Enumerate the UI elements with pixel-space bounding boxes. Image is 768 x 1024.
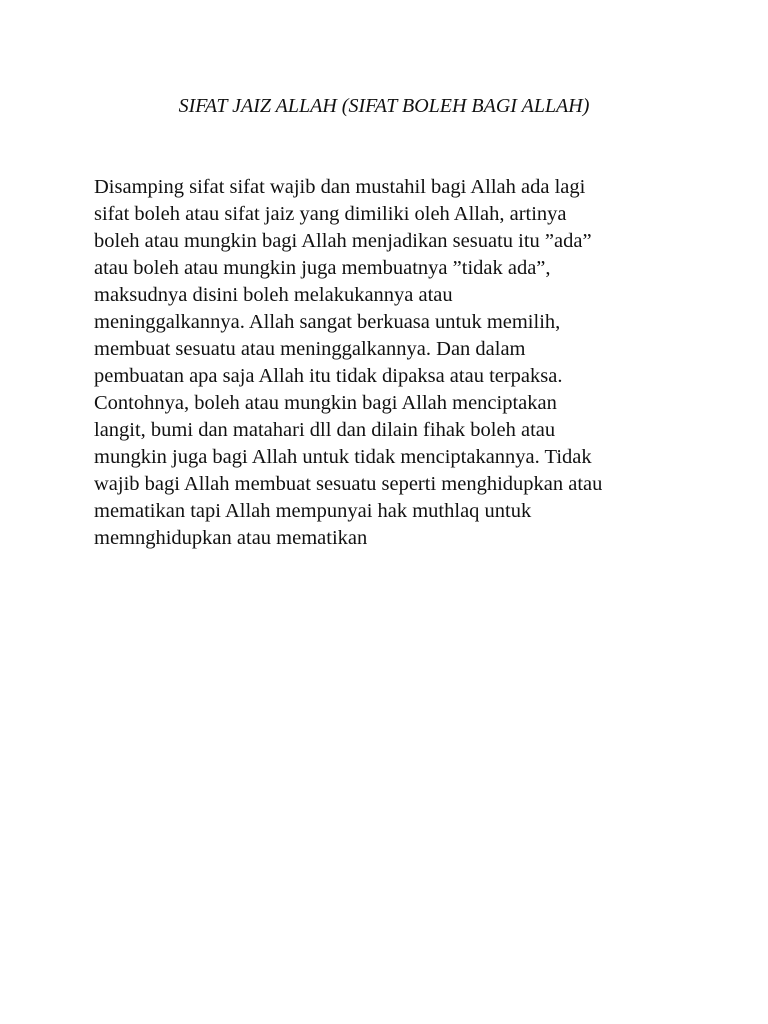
paragraph-line: maksudnya disini boleh melakukannya atau [94,284,453,306]
paragraph-line: boleh atau mungkin bagi Allah menjadikan sesuatu itu ”ada” [94,230,592,252]
paragraph-line: atau boleh atau mungkin juga membuatnya ”tidak ada”, [94,257,551,279]
paragraph-line: mungkin juga bagi Allah untuk tidak menciptakannya. Tidak [94,446,592,468]
paragraph-line: sifat boleh atau sifat jaiz yang dimiliki oleh Allah, artinya [94,203,567,225]
document-paragraph [94,174,694,552]
paragraph-line: pembuatan apa saja Allah itu tidak dipaksa atau terpaksa. [94,365,563,387]
paragraph-line: meninggalkannya. Allah sangat berkuasa untuk memilih, [94,311,561,333]
paragraph-line: Disamping sifat sifat wajib dan mustahil bagi Allah ada lagi [94,176,586,198]
document-title: SIFAT JAIZ ALLAH (SIFAT BOLEH BAGI ALLAH) [178,95,590,117]
paragraph-line: memnghidupkan atau mematikan [94,527,368,549]
paragraph-line: Contohnya, boleh atau mungkin bagi Allah menciptakan [94,392,557,414]
paragraph-line: membuat sesuatu atau meninggalkannya. Dan dalam [94,338,526,360]
paragraph-line: mematikan tapi Allah mempunyai hak muthlaq untuk [94,500,532,522]
paragraph-line: langit, bumi dan matahari dll dan dilain fihak boleh atau [94,419,556,441]
paragraph-line: wajib bagi Allah membuat sesuatu seperti menghidupkan atau [94,473,603,495]
